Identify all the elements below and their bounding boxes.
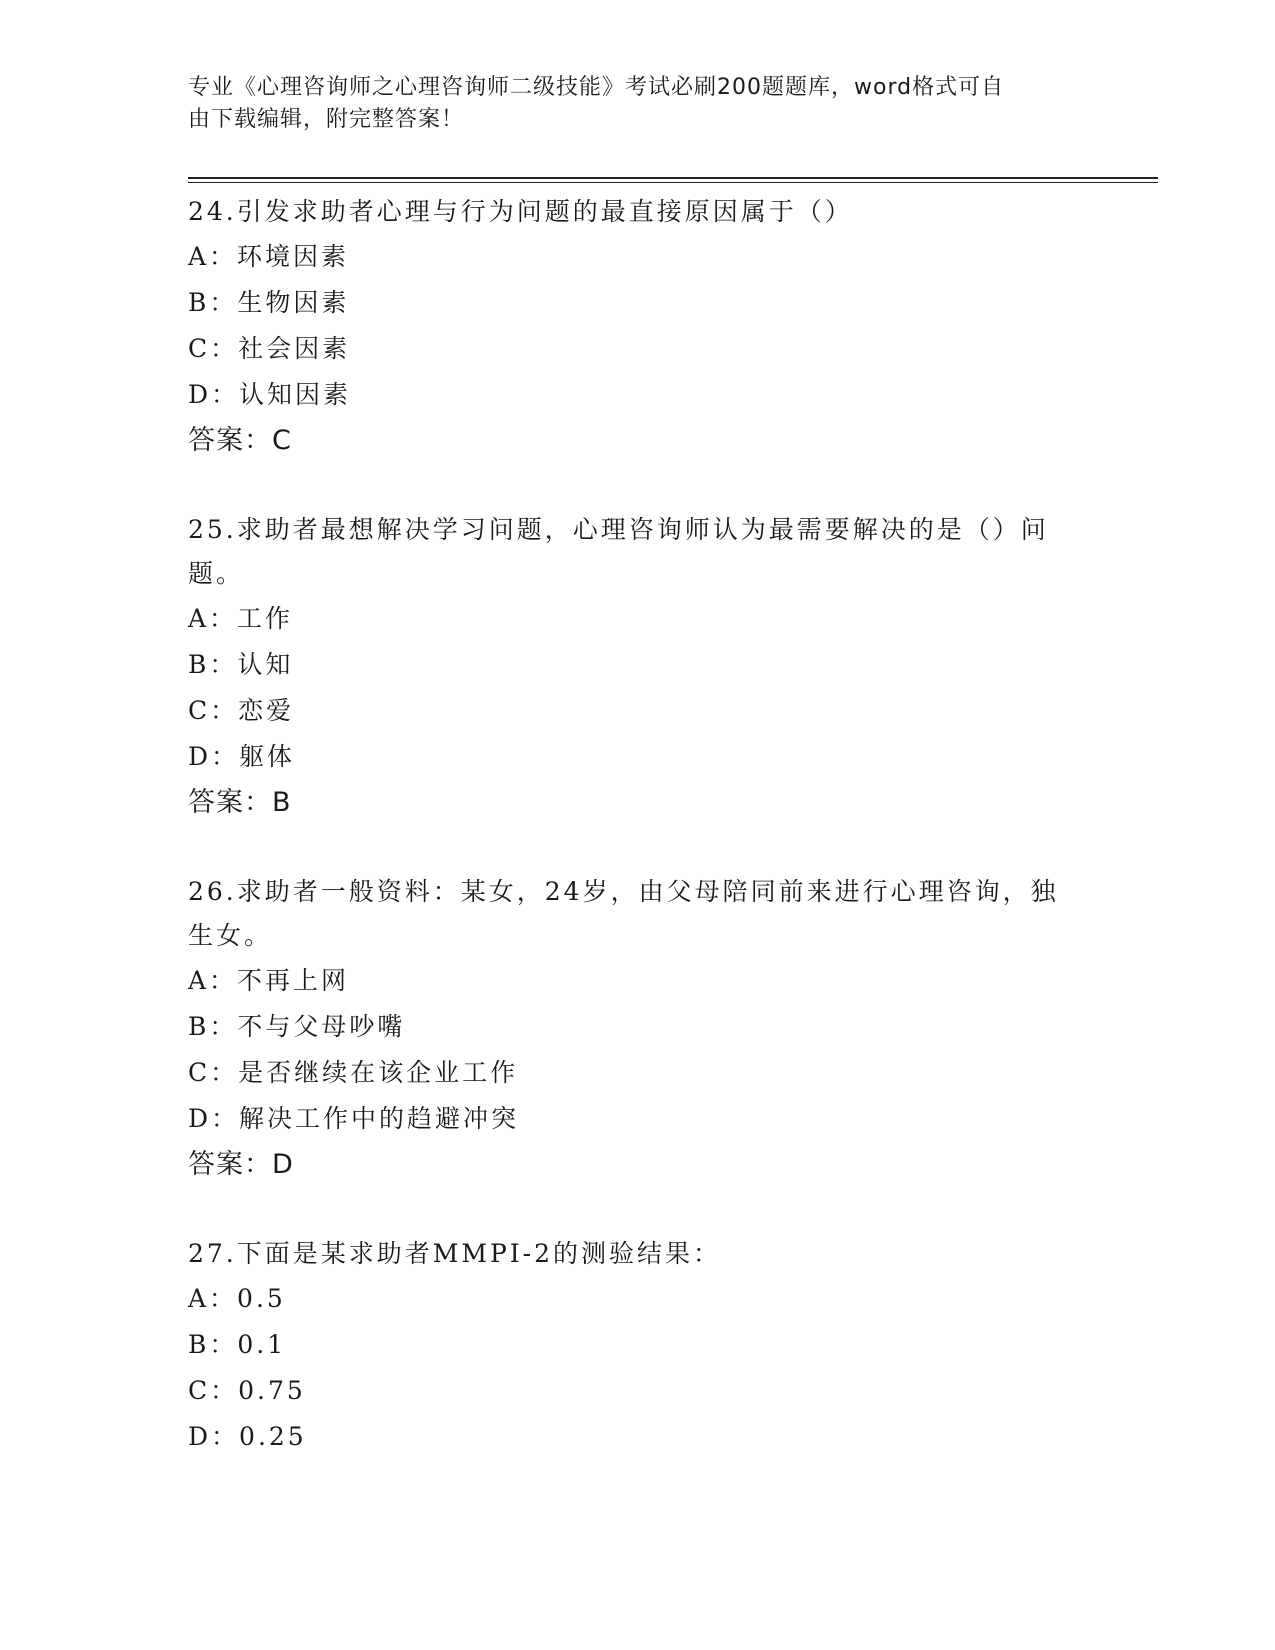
header-line-1: 专业《心理咨询师之心理咨询师二级技能》考试必刷200题题库，word格式可自 — [188, 75, 1005, 100]
question-24 — [188, 190, 1088, 464]
option-a: A：工作 — [188, 604, 294, 633]
option-b: B：不与父母吵嘴 — [188, 1012, 406, 1041]
answer: 答案：B — [188, 787, 292, 818]
option-d: D：认知因素 — [188, 380, 352, 409]
question-stem-line-2: 生女。 — [188, 921, 273, 950]
question-stem: 27.下面是某求助者MMPI-2的测验结果： — [188, 1239, 722, 1268]
option-c: C：是否继续在该企业工作 — [188, 1058, 519, 1087]
answer: 答案：D — [188, 1149, 294, 1180]
header-line-2: 由下载编辑，附完整答案！ — [188, 107, 465, 132]
question-stem-line-1: 25.求助者最想解决学习问题，心理咨询师认为最需要解决的是（）问 — [188, 515, 1049, 544]
question-26 — [188, 870, 1088, 1188]
question-stem-line-1: 26.求助者一般资料：某女，24岁，由父母陪同前来进行心理咨询，独 — [188, 877, 1059, 906]
option-a: A：不再上网 — [188, 966, 350, 995]
option-c: C：恋爱 — [188, 696, 295, 725]
document-header — [188, 72, 1068, 136]
option-a: A：0.5 — [188, 1284, 286, 1313]
question-list — [188, 190, 1088, 1504]
question-25 — [188, 508, 1088, 826]
option-b: B：生物因素 — [188, 288, 350, 317]
option-b: B：认知 — [188, 650, 294, 679]
option-c: C：0.75 — [188, 1376, 306, 1405]
option-d: D：0.25 — [188, 1422, 307, 1451]
option-d: D：解决工作中的趋避冲突 — [188, 1104, 520, 1133]
question-27 — [188, 1232, 1088, 1460]
question-stem: 24.引发求助者心理与行为问题的最直接原因属于（） — [188, 197, 853, 226]
option-c: C：社会因素 — [188, 334, 351, 363]
option-a: A：环境因素 — [188, 242, 350, 271]
answer: 答案：C — [188, 425, 292, 456]
option-b: B：0.1 — [188, 1330, 287, 1359]
option-d: D：躯体 — [188, 742, 296, 771]
header-divider-bottom — [188, 182, 1158, 183]
question-stem-line-2: 题。 — [188, 559, 245, 588]
header-divider-top — [188, 177, 1158, 179]
